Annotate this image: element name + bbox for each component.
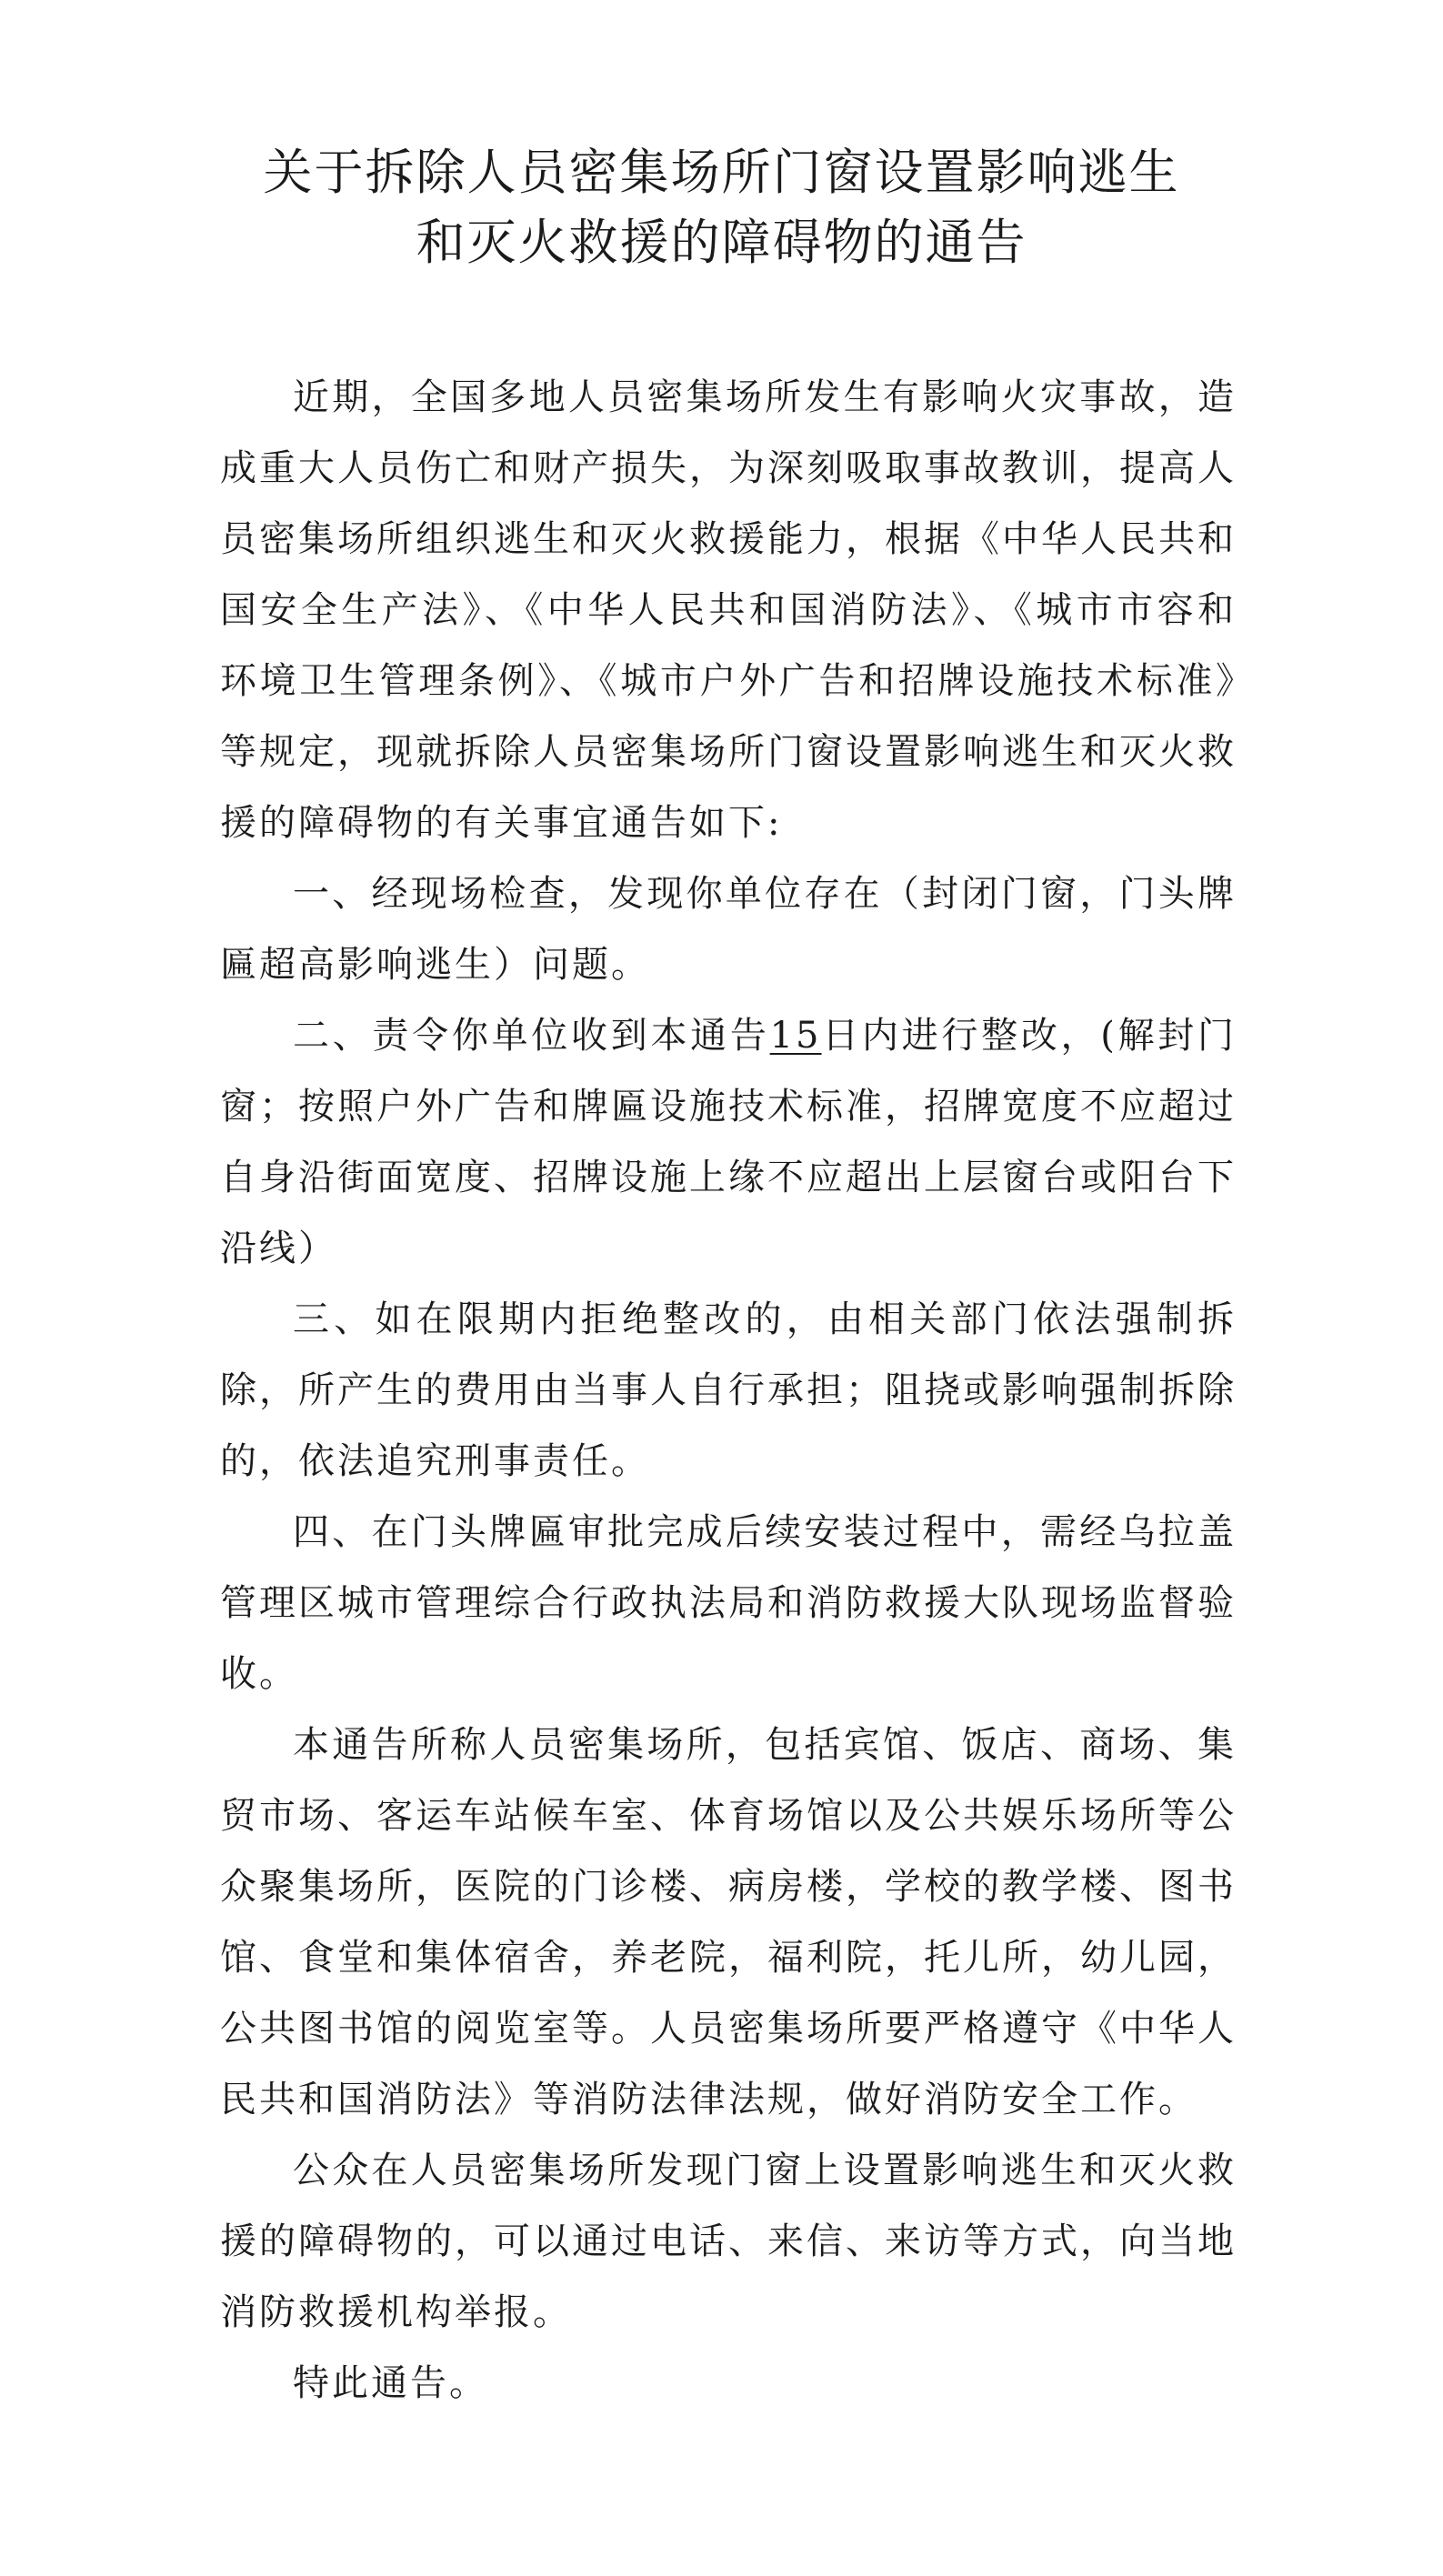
- intro-text: 近期，全国多地人员密集场所发生有影响火灾事故，造成重大人员伤亡和财产损失，为深刻吸取事故教训，提高人员密集场所组织逃生和灭火救援能力，根据《中华人民共和国安全生产法》、《中华人民共和国消防法》、《城市市容和环境卫生管理条例》、《城市户外广告和招牌设施技术标准》等规定，现就拆除人员密集场所门窗设置影响逃生和灭火救援的障碍物的有关事宜通告如下:: [220, 376, 1237, 844]
- item-2-after: 日内进行整改，(解封门窗；按照户外广告和牌匾设施技术标准，招牌宽度不应超过自身沿街面宽度、招牌设施上缘不应超出上层窗台或阳台下沿线）: [220, 1015, 1238, 1269]
- item-2-before: 二、责令你单位收到本通告: [293, 1015, 770, 1057]
- intro-paragraph: [220, 362, 1237, 858]
- notice-title-line1: 关于拆除人员密集场所门窗设置影响逃生: [263, 144, 1180, 201]
- item-1-text: 一、经现场检查，发现你单位存在（封闭门窗，门头牌匾超高影响逃生）问题。: [220, 873, 1237, 986]
- notice-title-line2: 和灭火救援的障碍物的通告: [416, 214, 1027, 271]
- report-text: 公众在人员密集场所发现门窗上设置影响逃生和灭火救援的障碍物的，可以通过电话、来信、来访等方式，向当地消防救援机构举报。: [220, 2150, 1237, 2333]
- scope-paragraph: [220, 1709, 1237, 2135]
- closing-paragraph: [220, 2348, 1237, 2419]
- deadline-days: 15: [769, 1015, 822, 1057]
- scope-text: 本通告所称人员密集场所，包括宾馆、饭店、商场、集贸市场、客运车站候车室、体育场馆以及公共娱乐场所等公众聚集场所，医院的门诊楼、病房楼，学校的教学楼、图书馆、食堂和集体宿舍，养老院，福利院，托儿所，幼儿园，公共图书馆的阅览室等。人员密集场所要严格遵守《中华人民共和国消防法》等消防法律法规，做好消防安全工作。: [220, 1724, 1237, 2120]
- item-4-paragraph: [220, 1497, 1237, 1709]
- item-3-text: 三、如在限期内拒绝整改的，由相关部门依法强制拆除，所产生的费用由当事人自行承担；阻挠或影响强制拆除的，依法追究刑事责任。: [220, 1298, 1237, 1482]
- item-3-paragraph: [220, 1284, 1237, 1497]
- item-2-text: [220, 1000, 1237, 1284]
- item-2-paragraph: [220, 1000, 1237, 1284]
- item-4-text: 四、在门头牌匾审批完成后续安装过程中，需经乌拉盖管理区城市管理综合行政执法局和消防救援大队现场监督验收。: [220, 1511, 1237, 1695]
- closing-text: 特此通告。: [293, 2362, 488, 2404]
- item-1-paragraph: [220, 858, 1237, 1000]
- report-paragraph: [220, 2135, 1237, 2348]
